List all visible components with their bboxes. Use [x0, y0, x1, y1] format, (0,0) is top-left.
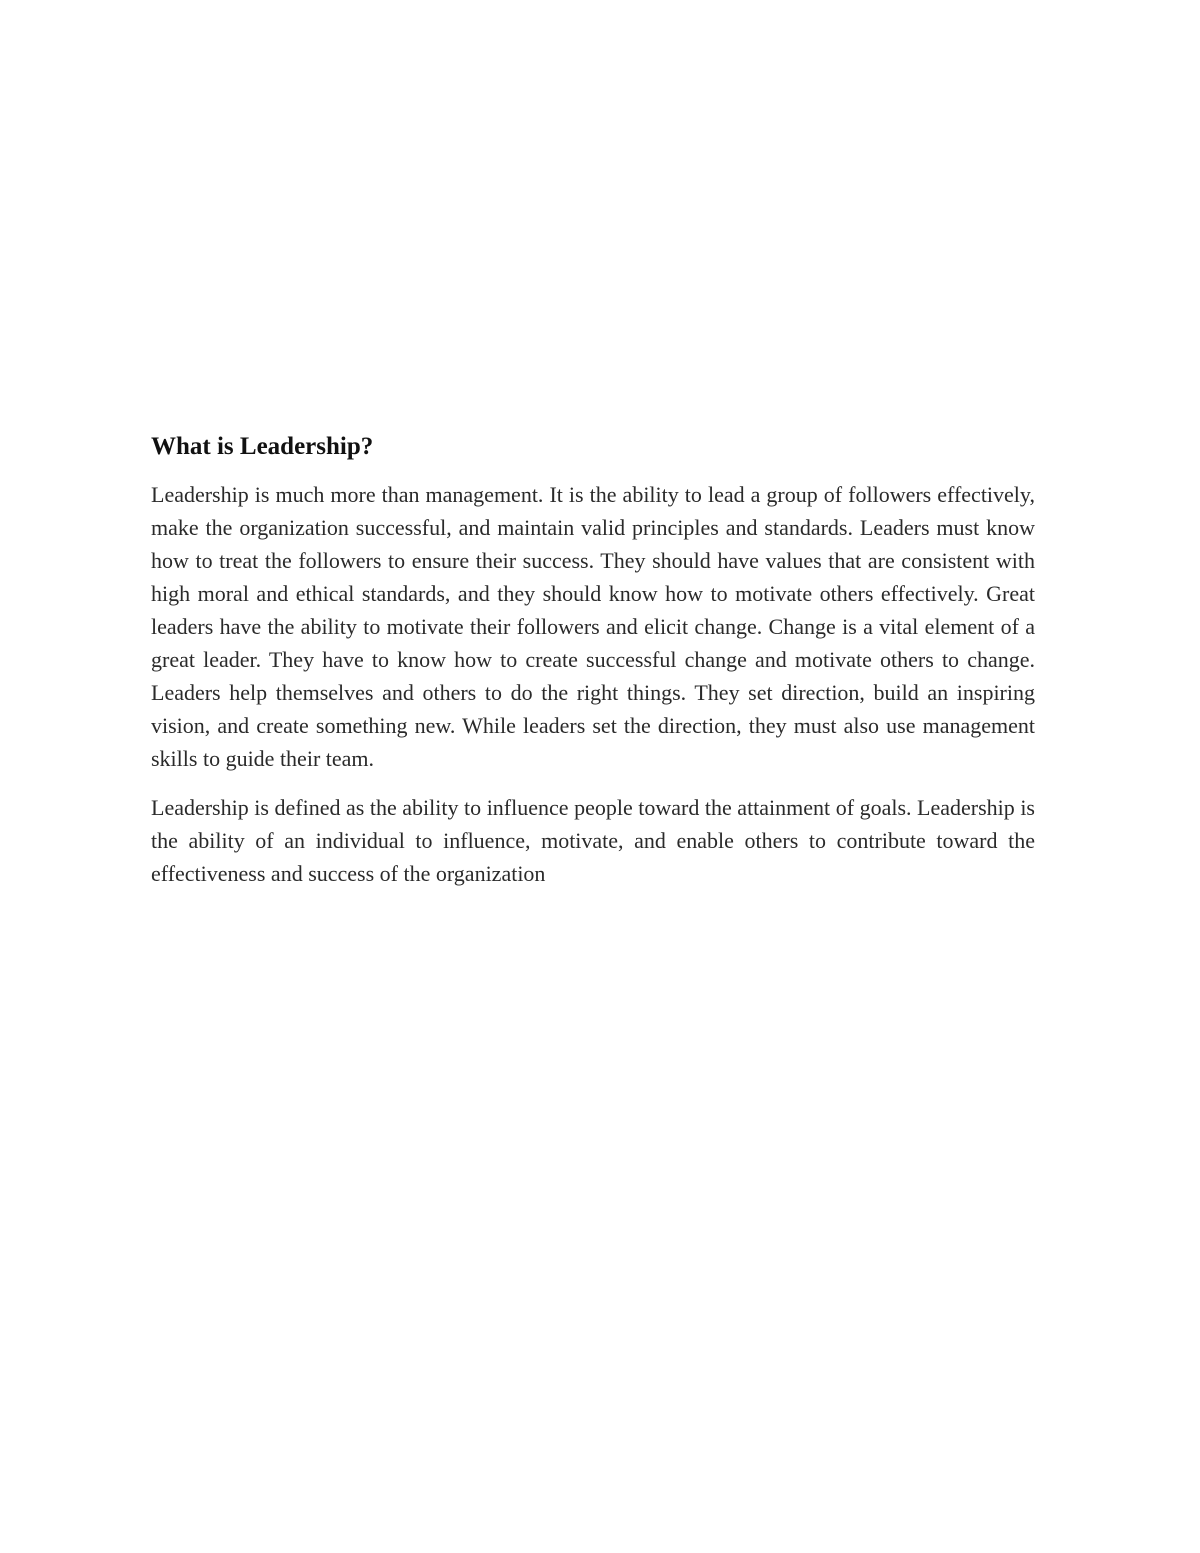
paragraph-leadership-overview: Leadership is much more than management. It is the ability to lead a group of followers effectively, make the organization successful, and maintain valid principles and standards. Leaders must know how to treat the followers to ensure their success. They should have values that are consistent with high moral and ethical standards, and they should know how to motivate others effectively. Great leaders have the ability to motivate their followers and elicit change. Change is a vital element of a great leader. They have to know how to create successful change and motivate others to change. Leaders help themselves and others to do the right things. They set direction, build an inspiring vision, and create something new. While leaders set the direction, they must also use management skills to guide their team. — [151, 482, 1035, 771]
document-heading: What is Leadership? — [151, 433, 374, 460]
paragraph-leadership-definition: Leadership is defined as the ability to influence people toward the attainment of goals. Leadership is the ability of an individual to influence, motivate, and enable others to contribute toward the effectiveness and success of the organization — [151, 795, 1035, 886]
document-body — [151, 430, 1035, 906]
